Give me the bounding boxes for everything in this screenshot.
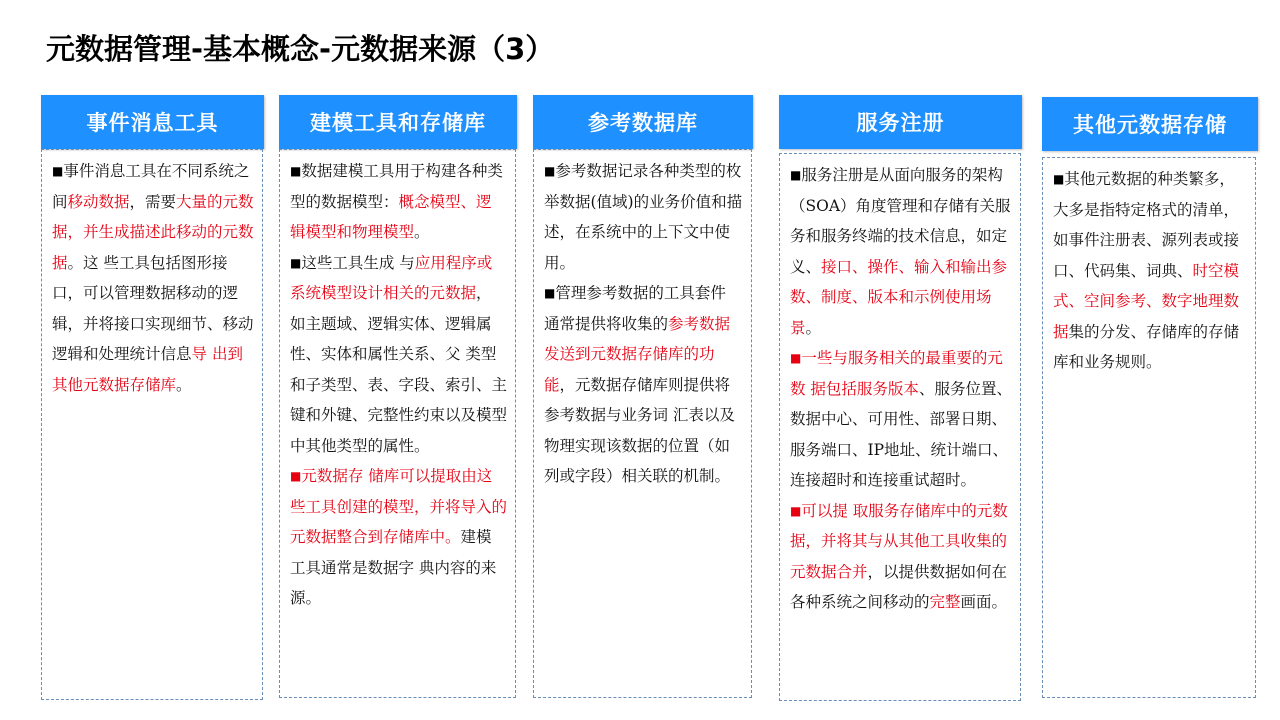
highlighted-text: 完整: [929, 593, 961, 611]
column-header: 参考数据库: [533, 95, 753, 149]
square-bullet-icon: ■: [790, 168, 802, 182]
body-text: 集的分发、存储库的存储库和业务规则。: [1053, 322, 1240, 371]
bullet-paragraph: [790, 343, 1012, 496]
bullet-paragraph: [290, 156, 507, 248]
column-body: [279, 149, 516, 698]
column-event-messaging-tools: [41, 95, 264, 702]
highlighted-text: 可以提 取服务存储库中的元数据，并将其与从其他工具收集的元数据合并: [790, 501, 1008, 581]
column-header: 事件消息工具: [41, 95, 264, 149]
body-text: ，以提供数据如何在各种系统之间移动的: [790, 562, 1008, 611]
body-text: 参考数据记录各种类型的枚举数据(值域)的业务价值和描述，在系统中的上下文中使用。: [544, 162, 743, 272]
column-other-metadata-stores: [1042, 97, 1258, 698]
column-body: [779, 153, 1021, 701]
column-header: 服务注册: [779, 95, 1022, 149]
body-text: 这些工具生成 与: [301, 253, 415, 272]
highlighted-text: 元数据存 储库可以提取由这些工具创建的模型，并将导入的元数据整合到存储库中。: [290, 467, 508, 546]
body-text: 画面。: [960, 593, 1008, 611]
square-bullet-icon: ■: [790, 351, 802, 365]
body-text: ，需要: [129, 192, 177, 211]
highlighted-text: 大量的元数据，并生成描述此移动的元数据: [52, 192, 254, 272]
square-bullet-icon: ■: [544, 164, 556, 178]
body-text: ，如主题域、逻辑实体、逻辑属性、实体和属性关系、父 类型和子类型、表、字段、索引、主键和外键、完整性约束以及模型中其他类型的属性。: [290, 284, 508, 455]
body-text: 事件消息工具在不同系统之间: [52, 162, 250, 211]
column-header: 其他元数据存储: [1042, 97, 1258, 151]
square-bullet-icon: ■: [1053, 172, 1065, 186]
body-text: 数据建模工具用于构建各种类型的数据模型：: [290, 162, 503, 211]
highlighted-text: 一些与服务相关的最重要的元数 据包括服务版本: [790, 349, 1003, 398]
body-text: 服务注册是从面向服务的架构（SOA）角度管理和存储有关服务和服务终端的技术信息，如定 义、: [790, 166, 1011, 276]
bullet-paragraph: [544, 278, 743, 492]
highlighted-text: 导 出到其他元数据存储库: [52, 345, 243, 394]
body-text: 管理参考数据的工具套件 通常提供将收集的: [544, 284, 726, 333]
square-bullet-icon: ■: [290, 469, 302, 483]
square-bullet-icon: ■: [52, 164, 64, 178]
slide-title: 元数据管理-基本概念-元数据来源（3）: [46, 32, 555, 66]
bullet-paragraph: [290, 461, 507, 614]
column-body: [533, 149, 752, 698]
body-text: 。这 些工具包括图形接口，可以管理数据移动的逻辑，并将接口实现细节、移动逻辑和处理统计信息: [52, 253, 254, 363]
highlighted-text: 移动数据: [67, 192, 130, 211]
body-text: 。: [805, 318, 822, 337]
body-text: 、服务位置、数据中心、可用性、部署日期、服务端口、IP地址、统计端口、连接超时和连接重试超时。: [790, 379, 1012, 489]
highlighted-text: 应用程序或系统模型设计相关的元数据: [290, 253, 493, 302]
highlighted-text: 概念模型、逻辑模型和物理模型: [290, 192, 492, 241]
highlighted-text: 接口、操作、输入和输出参数、制度、版本和示例使用场景: [790, 257, 1008, 337]
column-body: [41, 149, 263, 700]
square-bullet-icon: ■: [290, 255, 302, 270]
body-text: ，元数据存储库则提供将参考数据与业务词 汇表以及物理实现该数据的位置（如列或字段）相关联的机制。: [544, 375, 735, 485]
bullet-paragraph: [790, 496, 1012, 618]
column-body: [1042, 157, 1256, 698]
bullet-paragraph: [544, 156, 743, 278]
body-text: 其他元数据的种类繁多，大多是指特定格式的清单，如事件注册表、源列表或接口、代码集、词典、: [1053, 170, 1240, 280]
bullet-paragraph: [790, 160, 1012, 343]
square-bullet-icon: ■: [290, 164, 302, 178]
square-bullet-icon: ■: [790, 503, 802, 518]
square-bullet-icon: ■: [544, 286, 556, 300]
highlighted-text: 时空模式、空间参考、数字地理数据: [1053, 261, 1240, 341]
body-text: 建模工具通常是数据字 典内容的来源。: [290, 528, 497, 607]
body-text: 。: [176, 375, 192, 394]
bullet-paragraph: [290, 248, 507, 462]
column-reference-database: [533, 95, 753, 698]
column-modeling-tools-repositories: [279, 95, 517, 698]
column-service-registry: [779, 95, 1022, 703]
column-header: 建模工具和存储库: [279, 95, 517, 149]
body-text: 。: [414, 223, 430, 241]
highlighted-text: 参考数据发送到元数据存储库的功能: [544, 314, 731, 394]
bullet-paragraph: [52, 156, 254, 400]
bullet-paragraph: [1053, 164, 1247, 378]
